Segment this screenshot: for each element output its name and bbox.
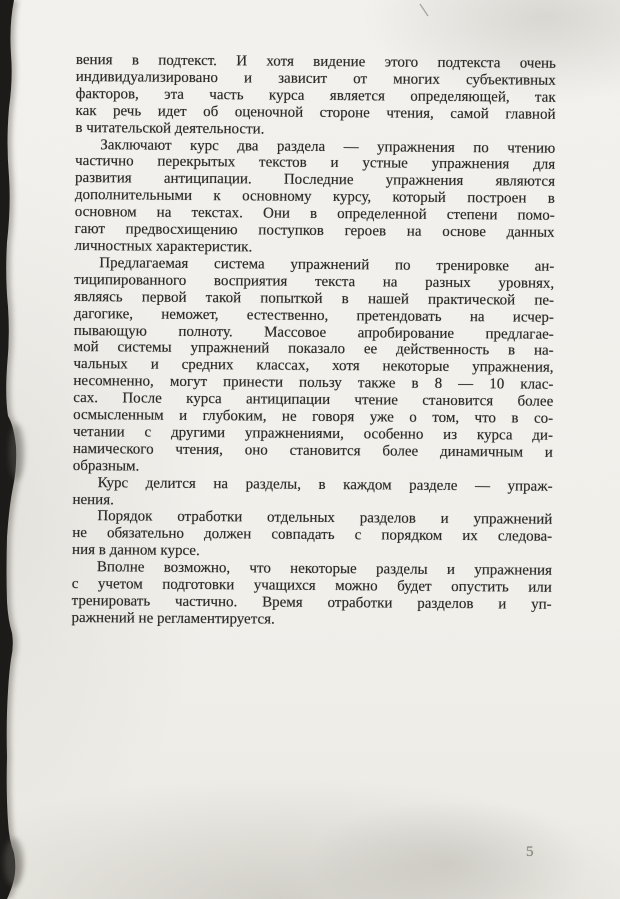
edge-smudge-bottom <box>4 838 24 886</box>
text-line: Предлагаемая система упражнений по тренировке ан- <box>99 255 555 275</box>
paragraph <box>72 508 552 562</box>
text-line: как речь идет об оценочной стороне чтения, самой главной <box>75 102 556 123</box>
scratch-mark <box>420 4 428 16</box>
text-line: личностных характеристик. <box>74 237 253 256</box>
text-line: в читательской деятельности. <box>75 119 265 138</box>
text-line: четании с другими упражнениями, особенно из курса ди- <box>72 423 554 444</box>
torn-edge-halo <box>0 0 21 899</box>
text-line: несомненно, могут принести пользу также в 8 — 10 клас- <box>73 373 554 393</box>
page-number: 5 <box>526 844 534 860</box>
text-line: факторов, эта часть курса является определяющей, так <box>75 85 556 106</box>
text-line: тиципированного восприятия текста на разных уровнях, <box>74 271 555 292</box>
text-line: намического чтения, оно становится более динамичным и <box>72 440 553 461</box>
text-line: сах. После курса антиципации чтение становится более <box>73 390 554 410</box>
text-line: дагогике, неможет, естественно, претендовать на исчер- <box>73 305 554 326</box>
text-line: образным. <box>72 457 140 475</box>
edge-smudge-middle <box>9 424 25 480</box>
text-line: осмысленным и глубоким, не говоря уже о том, что в со- <box>73 407 554 427</box>
text-line: чальных и средних классах, хотя некоторые упражнения, <box>73 356 554 377</box>
text-line: с учетом подготовки учащихся можно будет опустить или <box>71 576 552 596</box>
text-line: индивидуализировано и зависит от многих субъективных <box>75 68 556 89</box>
paragraph <box>73 255 555 479</box>
text-line: ражнений не регламентируется. <box>71 609 275 628</box>
paragraph <box>74 137 555 259</box>
text-line: гают предвосхищению поступков героев на основе данных <box>74 221 555 241</box>
text-line: вения в подтекст. И хотя видение этого подтекста очень <box>75 52 556 72</box>
paragraph <box>75 52 556 140</box>
text-line: не обязательно должен совпадать с порядком их следова- <box>72 525 553 546</box>
text-line: Порядок отработки отдельных разделов и упражнений <box>97 508 553 529</box>
text-line: дополнительными к основному курсу, который построен в <box>74 187 555 208</box>
text-line: пывающую полноту. Массовое апробирование предлагае- <box>73 322 554 343</box>
page-text-column <box>71 52 555 631</box>
paragraph <box>72 475 552 513</box>
text-line: развития антиципации. Последние упражнения являются <box>74 170 556 191</box>
text-line: мой системы упражнений показало ее действенность в на- <box>73 339 554 360</box>
text-line: основном на текстах. Они в определенной степени помо- <box>74 204 555 224</box>
text-line: Курс делится на разделы, в каждом разделе — упраж- <box>97 474 553 495</box>
text-line: нения. <box>72 491 114 508</box>
text-line: Вполне возможно, что некоторые разделы и упражнения <box>96 559 553 579</box>
text-line: частично перекрытых текстов и устные упражнения для <box>75 153 556 174</box>
text-line: ния в данном курсе. <box>72 542 200 560</box>
text-line: тренировать частично. Время отработки разделов и уп- <box>71 592 552 613</box>
text-line: Заключают курс два раздела — упражнения по чтению <box>100 136 556 157</box>
torn-edge-strip <box>0 0 16 899</box>
paragraph <box>71 559 552 630</box>
text-line: являясь первой такой попыткой в нашей практической пе- <box>74 288 555 309</box>
